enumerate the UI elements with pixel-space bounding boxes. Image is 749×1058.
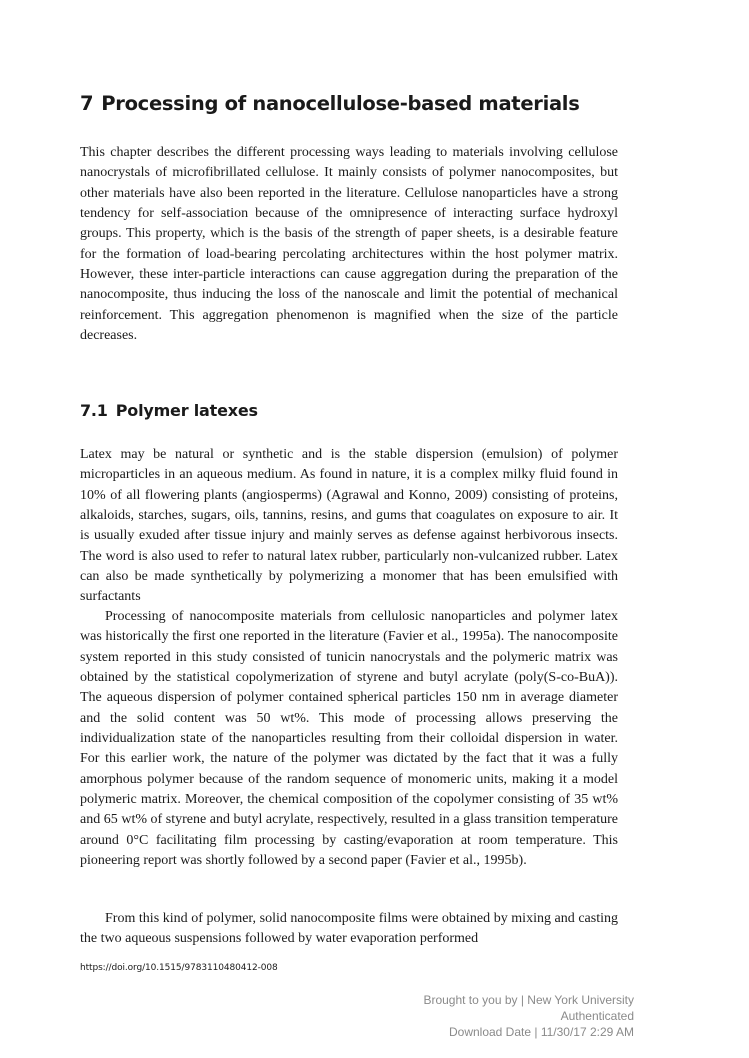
processing-history-paragraph: Processing of nanocomposite materials from cellulosic nanoparticles and polymer latex was historically the first one reported in the literature (Favier et al., 1995a). The nanocomposite system reported in this study consisted of tunicin nanocrystals and the polymeric matrix was obtained by the statistical copolymerization of styrene and butyl acrylate (poly(S-co-BuA)). The aqueous dispersion of polymer contained spherical particles 150 nm in average diameter and the solid content was 50 wt%. This mode of processing allows preserving the individualization state of the nanoparticles resulting from their colloidal dispersion in water. For this earlier work, the nature of the polymer was dictated by the fact that it was a fully amorphous polymer because of the random sequence of monomeric units, making it a model polymeric matrix. Moreover, the chemical composition of the copolymer consisting of 35 wt% and 65 wt% of styrene and butyl acrylate, respectively, resulted in a glass transition temperature around 0°C facilitating film processing by casting/evaporation at room temperature. This pioneering report was shortly followed by a second paper (Favier et al., 1995b).	[80, 609, 618, 869]
chapter-title-text: Processing of nanocellulose-based materials	[101, 92, 580, 115]
section-title-text: Polymer latexes	[115, 401, 258, 420]
latex-definition-paragraph: Latex may be natural or synthetic and is the stable dispersion (emulsion) of polymer microparticles in an aqueous medium. As found in nature, it is a complex milky fluid found in 10% of all flowering plants (angiosperms) (Agrawal and Konno, 2009) consisting of proteins, alkaloids, starches, sugars, oils, tannins, resins, and gums that coagulates on exposure to air. It is usually exuded after tissue injury and mainly serves as defense against herbivorous insects. The word is also used to refer to natural latex rubber, particularly non-vulcanized rubber. Latex can also be made synthetically by polymerizing a monomer that has been emulsified with surfactants	[80, 447, 618, 605]
section-number: 7.1	[80, 401, 108, 420]
footer-download-date: Download Date | 11/30/17 2:29 AM	[448, 1025, 634, 1039]
access-footer	[423, 992, 634, 1040]
section-title	[80, 401, 258, 420]
chapter-title	[80, 92, 640, 115]
chapter-number: 7	[80, 92, 94, 115]
footer-authenticated: Authenticated	[560, 1009, 634, 1023]
intro-paragraph: This chapter describes the different processing ways leading to materials involving cellulose nanocrystals of microfibrillated cellulose. It mainly consists of polymer nanocomposites, but other materials have also been reported in the literature. Cellulose nanoparticles have a strong tendency for self-association because of the omnipresence of interacting surface hydroxyl groups. This property, which is the basis of the strength of paper sheets, is a desirable feature for the formation of load-bearing percolating architectures within the host polymer matrix. However, these inter-particle interactions can cause aggregation during the preparation of the nanocomposite, thus inducing the loss of the nanoscale and limit the potential of mechanical reinforcement. This aggregation phenomenon is magnified when the size of the particle decreases.	[80, 145, 618, 344]
footer-brought-by: Brought to you by | New York University	[423, 993, 634, 1007]
film-casting-paragraph: From this kind of polymer, solid nanocomposite films were obtained by mixing and casting the two aqueous suspensions followed by water evaporation performed	[80, 911, 618, 947]
doi-link[interactable]: https://doi.org/10.1515/9783110480412-008	[80, 963, 278, 973]
